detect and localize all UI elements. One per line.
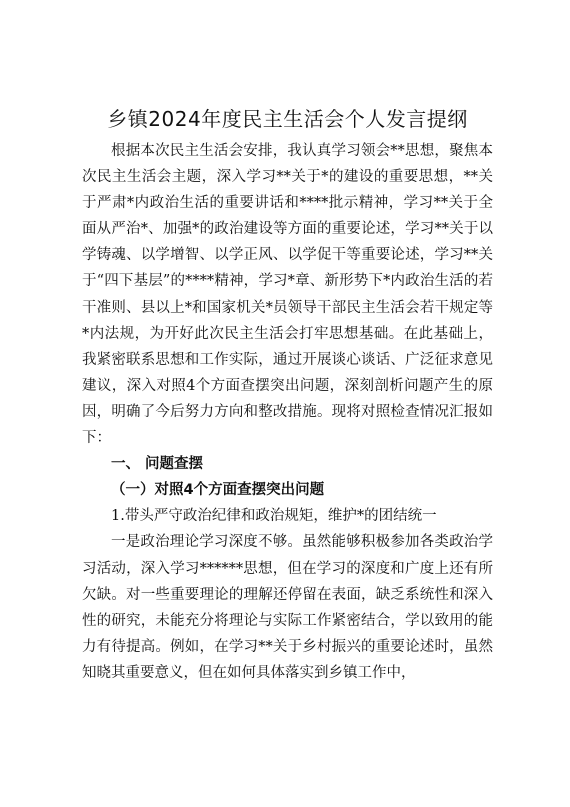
section-heading-problems: 一、 问题查摆 — [111, 456, 204, 473]
subsection-heading: （一）对照4个方面查摆突出问题 — [111, 482, 325, 499]
document-title: 乡镇2024年度民主生活会个人发言提纲 — [107, 107, 468, 131]
body-paragraph: 一是政治理论学习深度不够。虽然能够积极参加各类政治学习活动，深入学习******思想，但在学习的深度和广度上还有所欠缺。对一些重要理论的理解还停留在表面，缺乏系统性和深入性的研究，未能充分将理论与实际工作紧密结合，学以致用的能力有待提高。例如，在学习**关于乡村振兴的重要论述时，虽然知晓其重要意义，但在如何具体落实到乡镇工作中， — [82, 534, 493, 681]
item-heading: 1.带头严守政治纪律和政治规矩，维护*的团结统一 — [111, 508, 437, 525]
intro-paragraph: 根据本次民主生活会安排，我认真学习领会**思想，聚焦本次民主生活会主题，深入学习**关于*的建设的重要思想，**关于严肃*内政治生活的重要讲话和****批示精神，学习**关于全面从严治*、加强*的政治建设等方面的重要论述，学习**关于以学铸魂、以学增智、以学正风、以学促干等重要论述，学习**关于“四下基层”的****精神，学习*章、新形势下*内政治生活的若干准则、县以上*和国家机关*员领导干部民主生活会若干规定等*内法规，为开好此次民主生活会打牢思想基础。在此基础上，我紧密联系思想和工作实际，通过开展谈心谈话、广泛征求意见建议，深入对照4个方面查摆突出问题，深刻剖析问题产生的原因，明确了今后努力方向和整改措施。现将对照检查情况汇报如下： — [82, 143, 493, 447]
document-body — [82, 104, 493, 686]
